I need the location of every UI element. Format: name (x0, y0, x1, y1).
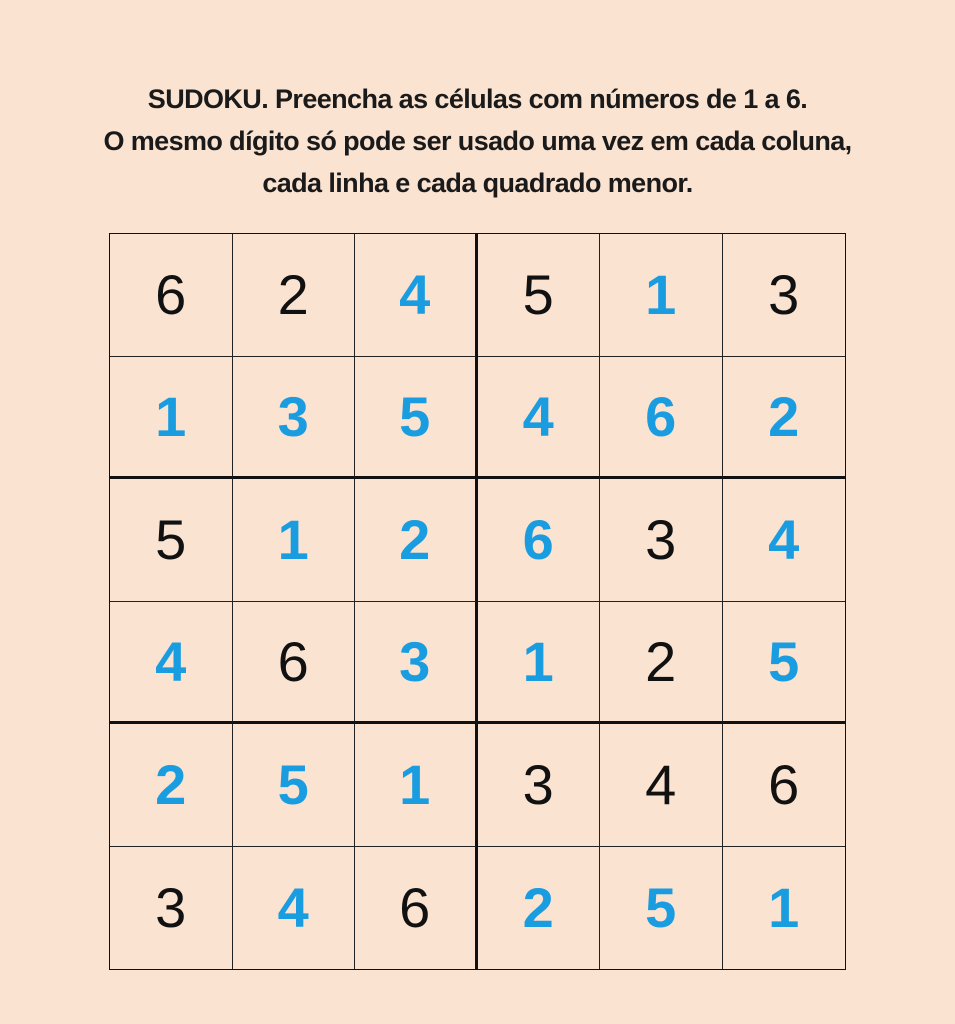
sudoku-cell-r4-c6[interactable]: 5 (723, 602, 846, 725)
sudoku-cell-r1-c5[interactable]: 1 (600, 234, 723, 357)
sudoku-cell-r3-c2[interactable]: 1 (233, 479, 356, 602)
sudoku-cell-r6-c4[interactable]: 2 (478, 847, 601, 970)
instructions-line-1: SUDOKU. Preencha as células com números de 1 a 6. (147, 84, 808, 114)
sudoku-cell-r4-c1[interactable]: 4 (110, 602, 233, 725)
sudoku-cell-r1-c6: 3 (723, 234, 846, 357)
sudoku-grid (109, 233, 846, 970)
sudoku-cell-r4-c2: 6 (233, 602, 356, 725)
sudoku-cell-r2-c6[interactable]: 2 (723, 357, 846, 480)
sudoku-cell-r2-c4[interactable]: 4 (478, 357, 601, 480)
sudoku-cell-r2-c3[interactable]: 5 (355, 357, 478, 480)
sudoku-cell-r1-c2: 2 (233, 234, 356, 357)
sudoku-cell-r3-c6[interactable]: 4 (723, 479, 846, 602)
sudoku-cell-r5-c5: 4 (600, 724, 723, 847)
sudoku-cell-r4-c4[interactable]: 1 (478, 602, 601, 725)
sudoku-cell-r2-c5[interactable]: 6 (600, 357, 723, 480)
sudoku-cell-r6-c2[interactable]: 4 (233, 847, 356, 970)
sudoku-cell-r6-c1: 3 (110, 847, 233, 970)
sudoku-cell-r3-c5: 3 (600, 479, 723, 602)
sudoku-cell-r1-c3[interactable]: 4 (355, 234, 478, 357)
sudoku-cell-r5-c3[interactable]: 1 (355, 724, 478, 847)
sudoku-cell-r3-c3[interactable]: 2 (355, 479, 478, 602)
sudoku-cell-r3-c4[interactable]: 6 (478, 479, 601, 602)
sudoku-cell-r4-c5: 2 (600, 602, 723, 725)
sudoku-cell-r1-c1: 6 (110, 234, 233, 357)
sudoku-cell-r6-c5[interactable]: 5 (600, 847, 723, 970)
sudoku-cell-r1-c4: 5 (478, 234, 601, 357)
sudoku-cell-r5-c4: 3 (478, 724, 601, 847)
sudoku-cell-r6-c6[interactable]: 1 (768, 876, 800, 940)
sudoku-cell-r2-c1[interactable]: 1 (110, 357, 233, 480)
instructions-line-3: cada linha e cada quadrado menor. (262, 168, 693, 198)
sudoku-cell-r5-c1[interactable]: 2 (110, 724, 233, 847)
instructions-line-2: O mesmo dígito só pode ser usado uma vez em cada coluna, (103, 126, 852, 156)
instructions (0, 78, 955, 204)
sudoku-cell-r2-c2[interactable]: 3 (233, 357, 356, 480)
sudoku-cell-r4-c3[interactable]: 3 (355, 602, 478, 725)
sudoku-cell-r5-c6: 6 (723, 724, 846, 847)
sudoku-cell-r3-c1: 5 (110, 479, 233, 602)
sudoku-cell-r6-c3: 6 (355, 847, 478, 970)
sudoku-cell-r5-c2[interactable]: 5 (233, 724, 356, 847)
